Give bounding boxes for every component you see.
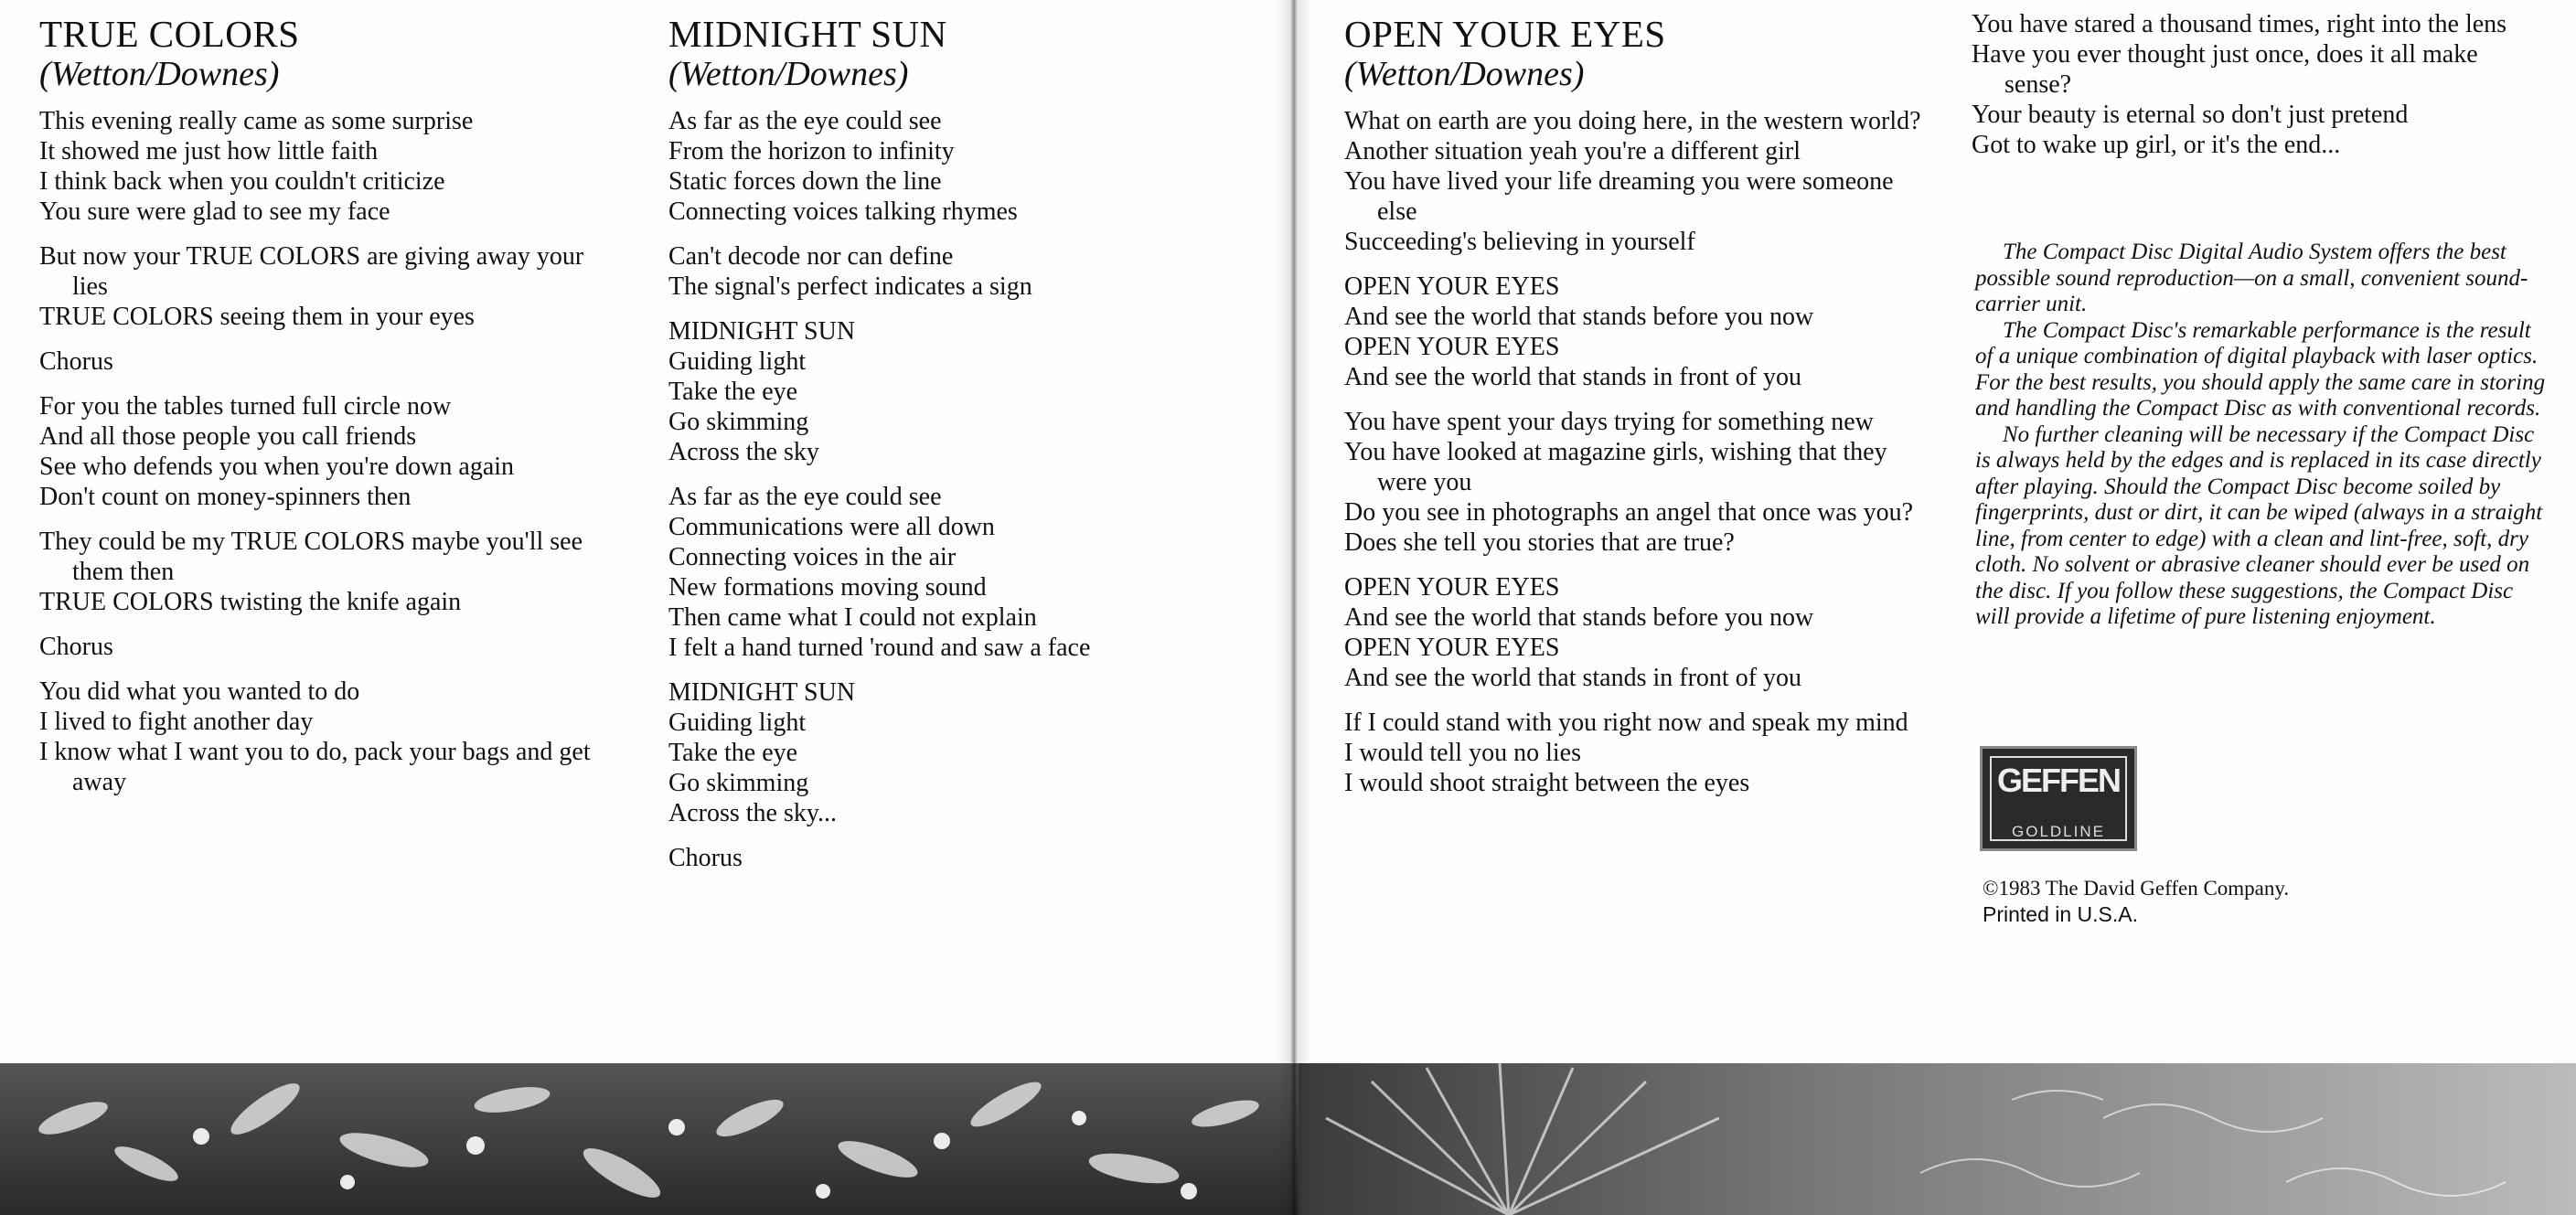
song-credit: (Wetton/Downes) [668,55,909,93]
logo-subline: GOLDLINE [2012,823,2105,840]
lyric-line: You sure were glad to see my face [39,197,390,226]
lyrics-continued [1972,9,2548,160]
lyric-line: I would shoot straight between the eyes [1344,769,1750,797]
lyrics [1344,106,1939,798]
lyric-line: Communications were all down [668,513,995,541]
copyright-line: ©1983 The David Geffen Company. [1983,877,2290,900]
lyric-line: Go skimming [668,769,809,797]
stanza [39,527,625,617]
stanza [39,241,625,332]
stanza [1344,407,1939,558]
lyric-line: I felt a hand turned 'round and saw a face [668,634,1091,662]
lyric-line: OPEN YOUR EYES [1344,634,1560,662]
stanza [1344,572,1939,693]
stanza [668,241,1263,302]
lyric-line: Connecting voices in the air [668,543,957,571]
stanza [668,677,1263,828]
lyric-line: Take the eye [668,739,798,767]
song-title: MIDNIGHT SUN [668,13,947,55]
lyric-line: OPEN YOUR EYES [1344,272,1560,301]
lyric-line: Can't decode nor can define [668,242,954,271]
lyric-line: TRUE COLORS twisting the knife again [39,588,462,616]
printed-in-line: Printed in U.S.A. [1983,902,2139,926]
lyric-line: Connecting voices talking rhymes [668,197,1018,226]
stanza [668,482,1263,663]
lyric-line: You have looked at magazine girls, wishing that they were you [1344,438,1894,496]
lyric-line: Have you ever thought just once, does it all make sense? [1972,40,2485,99]
stanza [39,632,625,662]
song-title: TRUE COLORS [39,13,300,55]
stanza [39,677,625,797]
lyric-line: The signal's perfect indicates a sign [668,272,1032,301]
lyric-line: What on earth are you doing here, in the western world? [1344,107,1921,135]
notice-paragraph: The Compact Disc's remarkable performance is the result of a unique combination of digital playback with laser optics. For the best results, you should apply the same care in storing and handling the Compact Disc as with conventional records. [1975,317,2546,421]
lyric-line: You have stared a thousand times, right into the lens [1972,10,2507,38]
lyric-line: I know what I want you to do, pack your bags and get away [39,738,597,796]
stanza [668,316,1263,467]
lyric-line: From the horizon to infinity [668,137,955,165]
lyric-line: It showed me just how little faith [39,137,379,165]
lyric-line: New formations moving sound [668,573,987,602]
geffen-goldline-logo [1980,746,2137,851]
song-title: OPEN YOUR EYES [1344,13,1666,55]
lyric-line: Static forces down the line [668,167,942,196]
lyric-line: Don't count on money-spinners then [39,483,412,511]
lyric-line: For you the tables turned full circle now [39,392,452,421]
lyric-line: Does she tell you stories that are true? [1344,528,1735,557]
lyric-line: But now your TRUE COLORS are giving away your lies [39,242,591,301]
lyric-line: Chorus [39,633,113,661]
lyrics [39,106,625,797]
logo-wordmark: GEFFEN [1996,762,2120,799]
lyric-line: See who defends you when you're down again [39,453,515,481]
lyric-line: Chorus [39,347,113,376]
stanza [1344,272,1939,392]
stanza [1344,708,1939,798]
song-credit: (Wetton/Downes) [1344,55,1585,93]
stanza [39,391,625,512]
lyric-line: Across the sky... [668,799,838,827]
lyric-line: Across the sky [668,438,819,466]
water-background [1299,1063,2576,1215]
lyrics [668,106,1263,873]
lyric-line: This evening really came as some surprise [39,107,474,135]
lyric-line: OPEN YOUR EYES [1344,333,1560,361]
song-open-your-eyes [1344,0,1939,813]
lyric-line: Another situation yeah you're a different girl [1344,137,1801,165]
lyric-line: And see the world that stands before you now [1344,303,1814,331]
lyric-line: If I could stand with you right now and speak my mind [1344,709,1908,737]
lyric-line: Then came what I could not explain [668,603,1037,632]
lyric-line: Your beauty is eternal so don't just pretend [1972,101,2409,129]
lyric-line: They could be my TRUE COLORS maybe you'll see them then [39,528,590,586]
lyric-line: And see the world that stands before you now [1344,603,1814,632]
lyric-line: I would tell you no lies [1344,739,1581,767]
lyric-line: You did what you wanted to do [39,677,360,706]
song-continuation [1972,9,2548,173]
lyric-line: OPEN YOUR EYES [1344,573,1560,602]
lyric-line: As far as the eye could see [668,483,942,511]
lyric-line: Go skimming [668,408,809,436]
lyric-line: Got to wake up girl, or it's the end... [1972,131,2341,159]
stanza [39,106,625,227]
page-gutter [1277,0,1311,1215]
lyric-line: Chorus [668,844,743,872]
stanza [668,106,1263,227]
lyric-line: MIDNIGHT SUN [668,678,856,707]
lyric-line: You have lived your life dreaming you were someone else [1344,167,1900,226]
stanza [39,346,625,377]
notice-paragraph: No further cleaning will be necessary if the Compact Disc is always held by the edges and is replaced in its case directly after playing. Should the Compact Disc become soiled by fingerprints, dust or dirt, it can be wiped (always in a straight line, from center to edge) with a clean and lint-free, soft, dry cloth. No solvent or abrasive cleaner should ever be used on the disc. If you follow these suggestions, the Compact Disc will provide a lifetime of pure listening enjoyment. [1975,421,2543,629]
lyric-line: MIDNIGHT SUN [668,317,856,346]
notice-paragraph: The Compact Disc Digital Audio System offers the best possible sound reproduction—on a small, convenient sound-carrier unit. [1975,240,2528,316]
lyric-line: TRUE COLORS seeing them in your eyes [39,303,475,331]
lyric-line: Succeeding's believing in yourself [1344,228,1695,256]
cd-care-notice [1975,240,2547,631]
lyric-line: You have spent your days trying for something new [1344,408,1874,436]
stanza [1344,106,1939,257]
lyric-line: I think back when you couldn't criticize [39,167,445,196]
lyric-line: Take the eye [668,378,798,406]
lyric-line: Guiding light [668,347,807,376]
song-true-colors [39,0,625,812]
lyric-line: And see the world that stands in front of you [1344,664,1802,692]
lyric-line: As far as the eye could see [668,107,942,135]
lyric-line: Do you see in photographs an angel that once was you? [1344,498,1914,527]
lyric-line: And see the world that stands in front of you [1344,363,1802,391]
lyric-line: Guiding light [668,709,807,737]
stanza [668,843,1263,873]
song-credit: (Wetton/Downes) [39,55,280,93]
song-midnight-sun [668,0,1263,888]
lyric-line: And all those people you call friends [39,422,417,451]
lyric-line: I lived to fight another day [39,708,314,736]
